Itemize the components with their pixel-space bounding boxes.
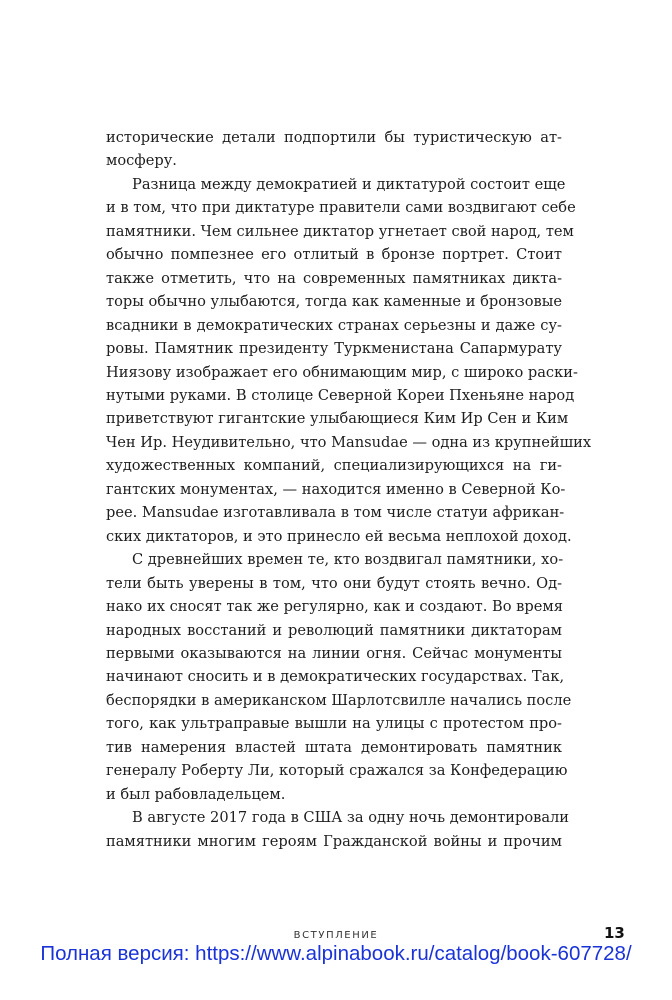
text-line: рее. Mansudae изготавливала в том числе статуи африкан- <box>106 504 565 522</box>
text-line: обычно помпезнее его отлитый в бронзе портрет. Стоит <box>106 246 562 264</box>
text-line: памятники. Чем сильнее диктатор угнетает свой народ, тем <box>106 222 574 240</box>
text-line: художественных компаний, специализирующихся на ги- <box>106 457 562 475</box>
paragraph <box>106 126 562 173</box>
text-line: беспорядки в американском Шарлотсвилле начались после <box>106 691 572 709</box>
text-line: мосферу. <box>106 152 177 170</box>
paragraph <box>106 173 592 548</box>
text-line: ровы. Памятник президенту Туркменистана Сапармурату <box>106 340 562 358</box>
text-line: ских диктаторов, и это принесло ей весьма неплохой доход. <box>106 527 572 545</box>
text-line: памятники многим героям Гражданской войны и прочим <box>106 832 562 850</box>
text-line: также отметить, что на современных памятниках дикта- <box>106 269 562 287</box>
text-line: Ниязову изображает его обнимающим мир, с широко раски- <box>106 363 578 381</box>
text-line: нако их сносят так же регулярно, как и создают. Во время <box>106 598 563 616</box>
page-number: 13 <box>604 924 625 942</box>
text-line: В августе 2017 года в США за одну ночь демонтировали <box>132 809 570 827</box>
text-line: первыми оказываются на линии огня. Сейчас монументы <box>106 644 562 662</box>
running-head: ВСТУПЛЕНИЕ <box>293 930 379 941</box>
text-line: генералу Роберту Ли, который сражался за Конфедерацию <box>106 762 568 780</box>
text-line: тив намерения властей штата демонтировать памятник <box>106 738 562 756</box>
full-version-link[interactable]: Полная версия: https://www.alpinabook.ru/catalog/book-607728/ <box>40 942 632 965</box>
text-line: и был рабовладельцем. <box>106 785 286 803</box>
text-line: исторические детали подпортили бы туристическую ат- <box>106 129 562 146</box>
text-line: С древнейших времен те, кто воздвигал памятники, хо- <box>132 551 564 569</box>
text-line: торы обычно улыбаются, тогда как каменные и бронзовые <box>106 293 562 311</box>
paragraph <box>106 806 570 853</box>
text-line: всадники в демократических странах серьезны и даже су- <box>106 316 562 334</box>
text-line: и в том, что при диктатуре правители сами воздвигают себе <box>106 199 576 217</box>
text-line: того, как ультраправые вышли на улицы с протестом про- <box>106 715 562 733</box>
text-line: Разница между демократией и диктатурой состоит еще <box>132 175 566 193</box>
text-line: тели быть уверены в том, что они будут стоять вечно. Од- <box>106 574 562 592</box>
text-line: приветствуют гигантские улыбающиеся Ким Ир Сен и Ким <box>106 410 569 428</box>
text-line: народных восстаний и революций памятники диктаторам <box>106 621 562 639</box>
text-line: нутыми руками. В столице Северной Кореи Пхеньяне народ <box>106 386 575 404</box>
text-line: начинают сносить и в демократических государствах. Так, <box>106 668 565 686</box>
body-text <box>106 126 592 853</box>
paragraph <box>106 548 572 806</box>
text-line: гантских монументах, — находится именно в Северной Ко- <box>106 480 566 498</box>
text-line: Чен Ир. Неудивительно, что Mansudae — одна из крупнейших <box>106 433 592 451</box>
